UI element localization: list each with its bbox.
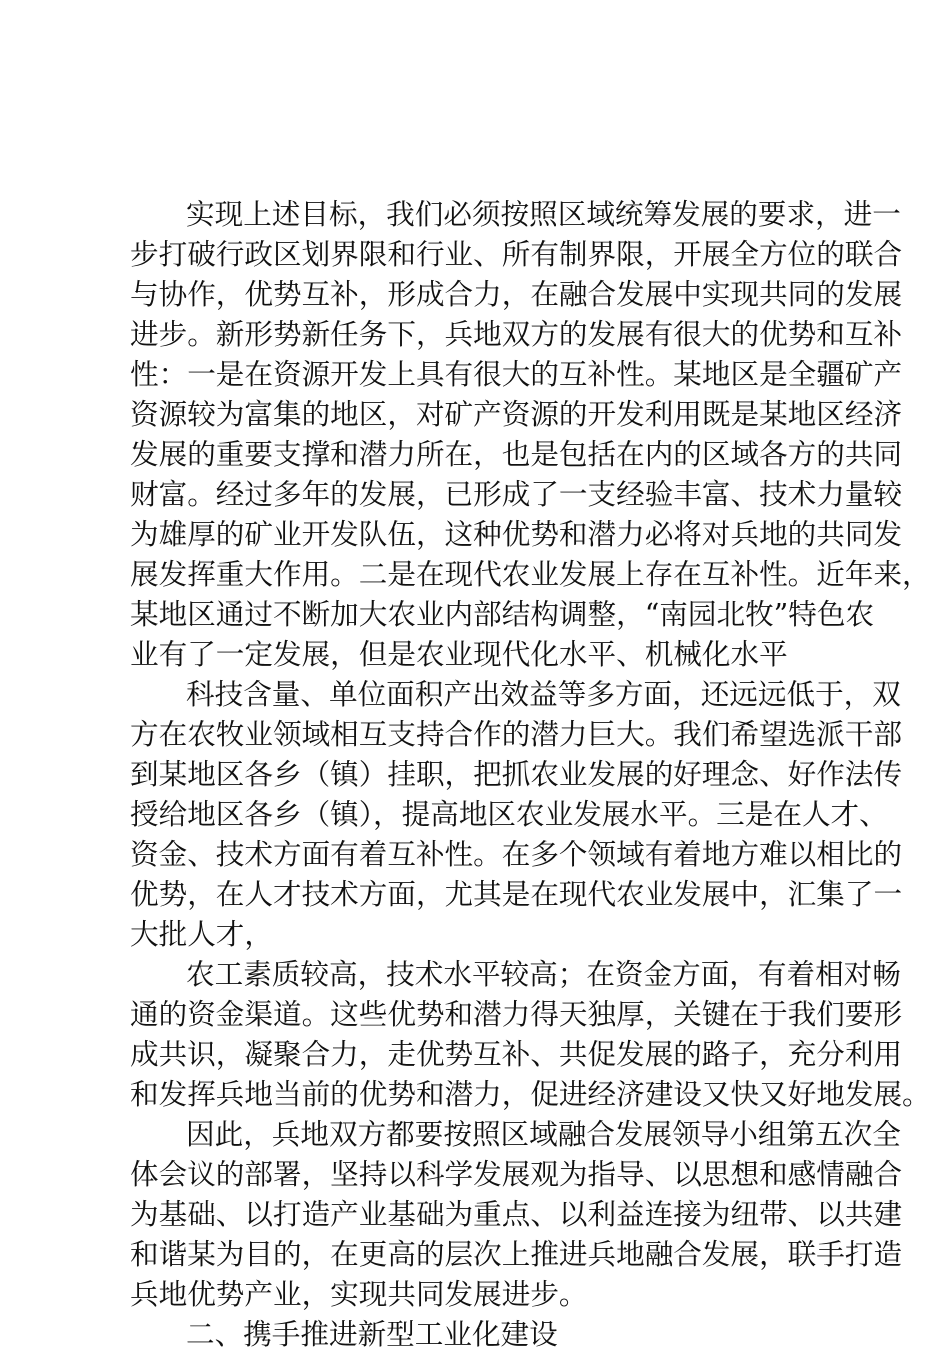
text-line: 资源较为富集的地区，对矿产资源的开发利用既是某地区经济 [130, 397, 903, 431]
text-line: 和谐某为目的，在更高的层次上推进兵地融合发展，联手打造 [130, 1237, 903, 1271]
paragraph-p2 [130, 674, 903, 954]
text-line: 资金、技术方面有着互补性。在多个领域有着地方难以相比的 [130, 837, 903, 871]
text-line: 和发挥兵地当前的优势和潜力，促进经济建设又快又好地发展。 [130, 1077, 931, 1111]
text-line: 兵地优势产业，实现共同发展进步。 [130, 1277, 588, 1311]
text-line: 体会议的部署，坚持以科学发展观为指导、以思想和感情融合 [130, 1157, 903, 1191]
text-line: 为雄厚的矿业开发队伍，这种优势和潜力必将对兵地的共同发 [130, 517, 903, 551]
text-line: 展发挥重大作用。二是在现代农业发展上存在互补性。近年来， [130, 557, 931, 591]
text-line: 农工素质较高，技术水平较高；在资金方面，有着相对畅 [186, 957, 901, 991]
text-line: 授给地区各乡（镇），提高地区农业发展水平。三是在人才、 [130, 797, 888, 831]
text-line: 通的资金渠道。这些优势和潜力得天独厚，关键在于我们要形 [130, 997, 903, 1031]
text-line: 大批人才， [130, 917, 273, 951]
text-line: 财富。经过多年的发展，已形成了一支经验丰富、技术力量较 [130, 477, 903, 511]
text-line: 步打破行政区划界限和行业、所有制界限，开展全方位的联合 [130, 237, 903, 271]
text-line: 进步。新形势新任务下，兵地双方的发展有很大的优势和互补 [130, 317, 903, 351]
text-line: 科技含量、单位面积产出效益等多方面，还远远低于，双 [186, 677, 901, 711]
text-line: 优势，在人才技术方面，尤其是在现代农业发展中，汇集了一 [130, 877, 903, 911]
text-line: 发展的重要支撑和潜力所在，也是包括在内的区域各方的共同 [130, 437, 903, 471]
paragraph-p3 [130, 954, 931, 1114]
text-line: 业有了一定发展，但是农业现代化水平、机械化水平 [130, 637, 788, 671]
text-line: 成共识，凝聚合力，走优势互补、共促发展的路子，充分利用 [130, 1037, 903, 1071]
text-line: 性：一是在资源开发上具有很大的互补性。某地区是全疆矿产 [130, 357, 903, 391]
text-line: 与协作，优势互补，形成合力，在融合发展中实现共同的发展 [130, 277, 903, 311]
paragraph-p4 [130, 1114, 903, 1314]
text-line: 某地区通过不断加大农业内部结构调整，“南园北牧”特色农 [130, 597, 875, 631]
section-heading [130, 1314, 850, 1354]
text-line: 因此，兵地双方都要按照区域融合发展领导小组第五次全 [186, 1117, 901, 1151]
text-line: 到某地区各乡（镇）挂职，把抓农业发展的好理念、好作法传 [130, 757, 903, 791]
text-line: 方在农牧业领域相互支持合作的潜力巨大。我们希望选派干部 [130, 717, 903, 751]
text-line: 实现上述目标，我们必须按照区域统筹发展的要求，进一 [186, 197, 901, 231]
paragraph-p1 [130, 194, 931, 674]
text-line: 为基础、以打造产业基础为重点、以利益连接为纽带、以共建 [130, 1197, 903, 1231]
heading-line: 二、携手推进新型工业化建设 [186, 1317, 558, 1351]
